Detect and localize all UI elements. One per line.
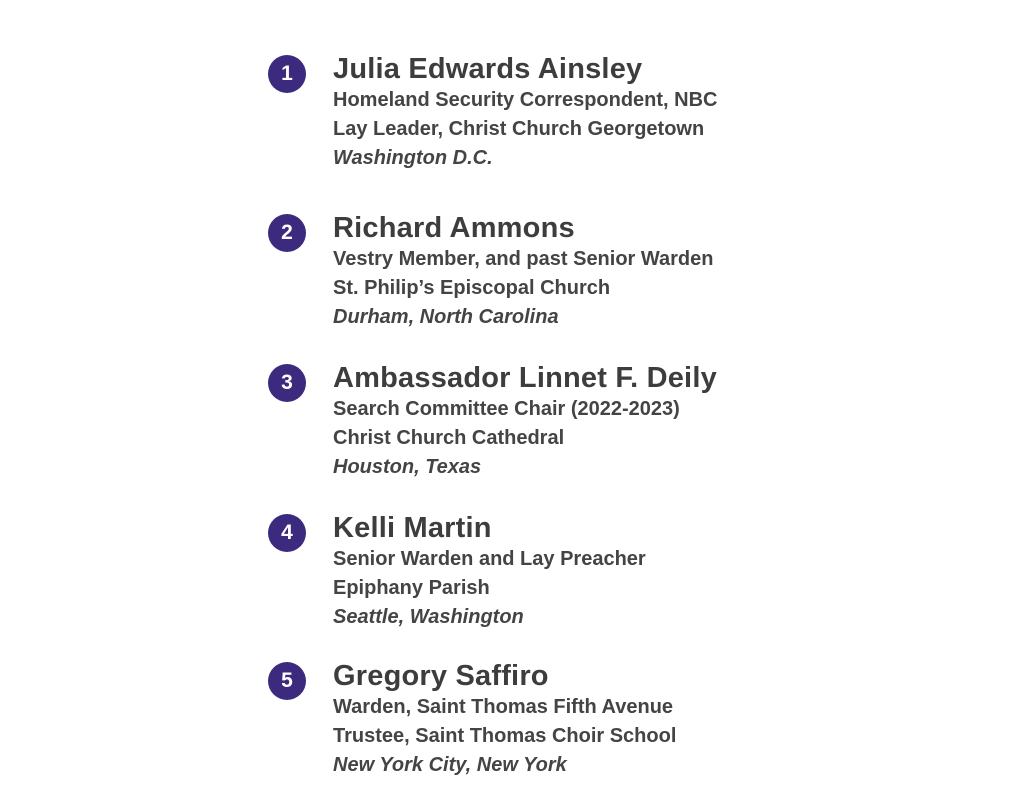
member-affiliation: Epiphany Parish (333, 577, 490, 599)
member-name: Richard Ammons (333, 212, 575, 244)
member-affiliation: Lay Leader, Christ Church Georgetown (333, 118, 705, 140)
member-details (333, 211, 1003, 332)
member-role: Search Committee Chair (2022-2023) (333, 398, 680, 420)
number-badge: 2 (268, 214, 306, 252)
member-details (333, 659, 1003, 780)
member-location: Seattle, Washington (333, 606, 524, 628)
member-role: Senior Warden and Lay Preacher (333, 548, 646, 570)
member-details (333, 52, 1003, 173)
member-details (333, 361, 1003, 482)
member-role: Warden, Saint Thomas Fifth Avenue (333, 696, 674, 718)
member-name: Kelli Martin (333, 512, 492, 544)
member-location: New York City, New York (333, 754, 567, 776)
number-badge: 4 (268, 514, 306, 552)
member-role: Homeland Security Correspondent, NBC (333, 89, 718, 111)
member-location: Washington D.C. (333, 147, 493, 169)
member-location: Houston, Texas (333, 456, 482, 478)
member-role: Vestry Member, and past Senior Warden (333, 248, 714, 270)
member-name: Ambassador Linnet F. Deily (333, 362, 717, 394)
member-location: Durham, North Carolina (333, 306, 559, 328)
number-badge: 1 (268, 55, 306, 93)
member-affiliation: Trustee, Saint Thomas Choir School (333, 725, 677, 747)
number-badge: 5 (268, 662, 306, 700)
member-affiliation: Christ Church Cathedral (333, 427, 565, 449)
member-name: Julia Edwards Ainsley (333, 53, 643, 85)
member-name: Gregory Saffiro (333, 660, 549, 692)
number-badge: 3 (268, 364, 306, 402)
member-details (333, 511, 1003, 632)
member-affiliation: St. Philip’s Episcopal Church (333, 277, 611, 299)
